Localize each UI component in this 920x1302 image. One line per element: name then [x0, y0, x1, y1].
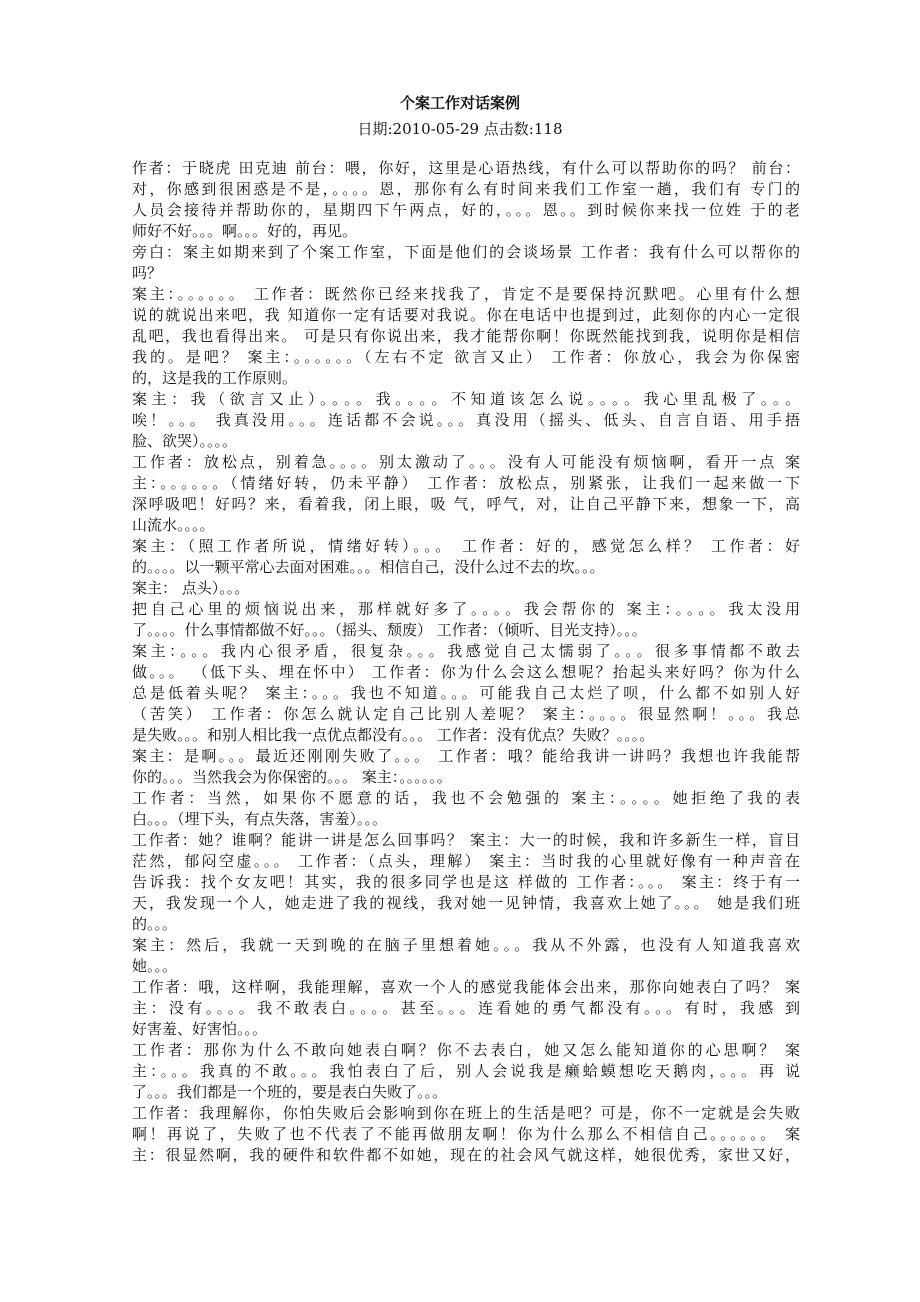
text-line: 深呼吸吧！好吗？来，看着我，闭上眼，吸 气，呼气，对，让自己平静下来，想象一下，高	[132, 495, 800, 513]
text-line: 了。。。。什么事情都做不好。。。（摇头、颓废） 工作者：（倾听、目光支持）。。。	[132, 621, 647, 639]
text-line: 啊！再说了，失败了也不代表了不能再做朋友啊！你为什么那么不相信自己。。。。。。 案	[132, 1125, 800, 1143]
text-line: 作者：于晓虎 田克迪 前台：喂，你好，这里是心语热线，有什么可以帮助你的吗？ 前台：	[132, 159, 800, 177]
text-line: 旁白：案主如期来到了个案工作室，下面是他们的会谈场景 工作者：我有什么可以帮你的	[132, 243, 800, 261]
text-line: 工作者：那你为什么不敢向她表白啊？你不去表白，她又怎么能知道你的心思啊？ 案	[132, 1041, 800, 1059]
text-line: 乱吧，我也看得出来。 可是只有你说出来，我才能帮你啊！你既然能找到我，说明你是相信	[132, 327, 800, 345]
text-line: 脸、欲哭）。。。。	[132, 432, 238, 450]
text-line: （苦笑） 工作者：你怎么就认定自己比别人差呢？ 案主：。。。。很显然啊！。。。我总	[132, 705, 800, 723]
text-line: 案主：然后，我就一天到晚的在脑子里想着她。。。我从不外露，也没有人知道我喜欢	[132, 936, 800, 954]
text-line: 总是低着头呢？ 案主：。。。我也不知道。。。可能我自己太烂了呗，什么都不如别人好	[132, 684, 800, 702]
text-line: 的，这是我的工作原则。	[132, 369, 298, 387]
document-body	[132, 158, 800, 1166]
text-line: 工作者：她？谁啊？能讲一讲是怎么回事吗？ 案主：大一的时候，我和许多新生一样，盲目	[132, 831, 800, 849]
text-line: 案主：（照工作者所说，情绪好转）。。。 工作者：好的，感觉怎么样？ 工作者：好	[132, 537, 800, 555]
text-line: 工作者：当然，如果你不愿意的话，我也不会勉强的 案主：。。。。她拒绝了我的表	[132, 789, 800, 807]
text-line: 主：没有。。。。我不敢表白。。。。甚至。。。连看她的勇气都没有。。。有时，我感 到	[132, 999, 800, 1017]
text-line: 工作者：放松点，别着急。。。。别太激动了。。。没有人可能没有烦恼啊，看开一点 案	[132, 453, 800, 471]
text-line: 主：。。。。。。（情绪好转，仍未平静） 工作者：放松点，别紧张，让我们一起来做一下	[132, 474, 800, 492]
text-line: 说的就说出来吧，我 知道你一定有话要对我说。你在电话中也提到过，此刻你的内心一定很	[132, 306, 800, 324]
text-line: 案主： 点头）。。。	[132, 579, 250, 597]
text-line: 工作者：哦，这样啊，我能理解，喜欢一个人的感觉我能体会出来，那你向她表白了吗？ 案	[132, 978, 800, 996]
text-line: 人员会接待并帮助你的，星期四下午两点，好的，。。。恩。。到时候你来找一位姓 于的老	[132, 201, 800, 219]
text-line: 茫然，郁闷空虚。。。 工作者：（点头，理解） 案主：当时我的心里就好像有一种声音在	[132, 852, 800, 870]
text-line: 好害羞、好害怕。。。	[132, 1020, 268, 1038]
text-line: 案主：。。。。。。 工作者：既然你已经来找我了，肯定不是要保持沉默吧。心里有什么想	[132, 285, 800, 303]
text-line: 是失败。。。和别人相比我一点优点都没有。。。 工作者：没有优点？失败？。。。。	[132, 726, 655, 744]
text-line: 做。。。 （低下头、埋在怀中） 工作者：你为什么会这么想呢？抬起头来好吗？你为什么	[132, 663, 800, 681]
text-line: 天，我发现一个人，她走进了我的视线，我对她一见钟情，我喜欢上她了。。。 她是我们班	[132, 894, 800, 912]
text-line: 案主：。。。我内心很矛盾，很复杂。。。我感觉自己太懦弱了。。。很多事情都不敢去	[132, 642, 800, 660]
text-line: 主：。。。我真的不敢。。。我怕表白了后，别人会说我是癞蛤蟆想吃天鹅肉，。。。再 说	[132, 1062, 800, 1080]
text-line: 师好不好。。。啊。。。好的，再见。	[132, 222, 358, 240]
document-meta: 日期:2010-05-29 点击数:118	[357, 120, 563, 138]
text-line: 你的。。。当然我会为你保密的。。。 案主：。。。。。。	[132, 768, 452, 786]
text-line: 的。。。	[132, 915, 178, 933]
text-line: 我的。是吧？ 案主：。。。。。。（左右不定 欲言又止） 工作者：你放心，我会为你保密	[132, 348, 800, 366]
text-line: 对，你感到很困惑是不是，。。。。恩，那你有么有时间来我们工作室一趟，我们有 专门的	[132, 180, 800, 198]
text-line: 工作者：我理解你，你怕失败后会影响到你在班上的生活是吧？可是，你不一定就是会失败	[132, 1104, 800, 1122]
text-line: 白。。。（埋下头，有点失落，害羞）。。。	[132, 810, 388, 828]
text-line: 案主：我（欲言又止）。。。。我。。。。不知道该怎么说。。。。我心里乱极了。。。	[132, 390, 800, 408]
text-line: 案主：是啊。。。最近还刚刚失败了。。。 工作者：哦？能给我讲一讲吗？我想也许我能帮	[132, 747, 800, 765]
text-line: 主：很显然啊，我的硬件和软件都不如她，现在的社会风气就这样，她很优秀，家世又好，	[132, 1146, 800, 1164]
text-line: 的。。。。以一颗平常心去面对困难。。。相信自己，没什么过不去的坎。。。	[132, 558, 605, 576]
text-line: 山流水。。。。	[132, 516, 215, 534]
text-line: 唉！。。。 我真没用。。。连话都不会说。。。真没用（摇头、低头、自言自语、用手捂	[132, 411, 800, 429]
text-line: 她。。。	[132, 957, 178, 975]
text-line: 吗？	[132, 264, 163, 282]
document-title: 个案工作对话案例	[399, 94, 520, 112]
text-line: 把自己心里的烦恼说出来，那样就好多了。。。。我会帮你的 案主：。。。。我太没用	[132, 600, 800, 618]
text-line: 了。。。我们都是一个班的，要是表白失败了。。。	[132, 1083, 448, 1101]
text-line: 告诉我：找个女友吧！其实，我的很多同学也是这 样做的 工作者：。。。 案主：终于有一	[132, 873, 800, 891]
